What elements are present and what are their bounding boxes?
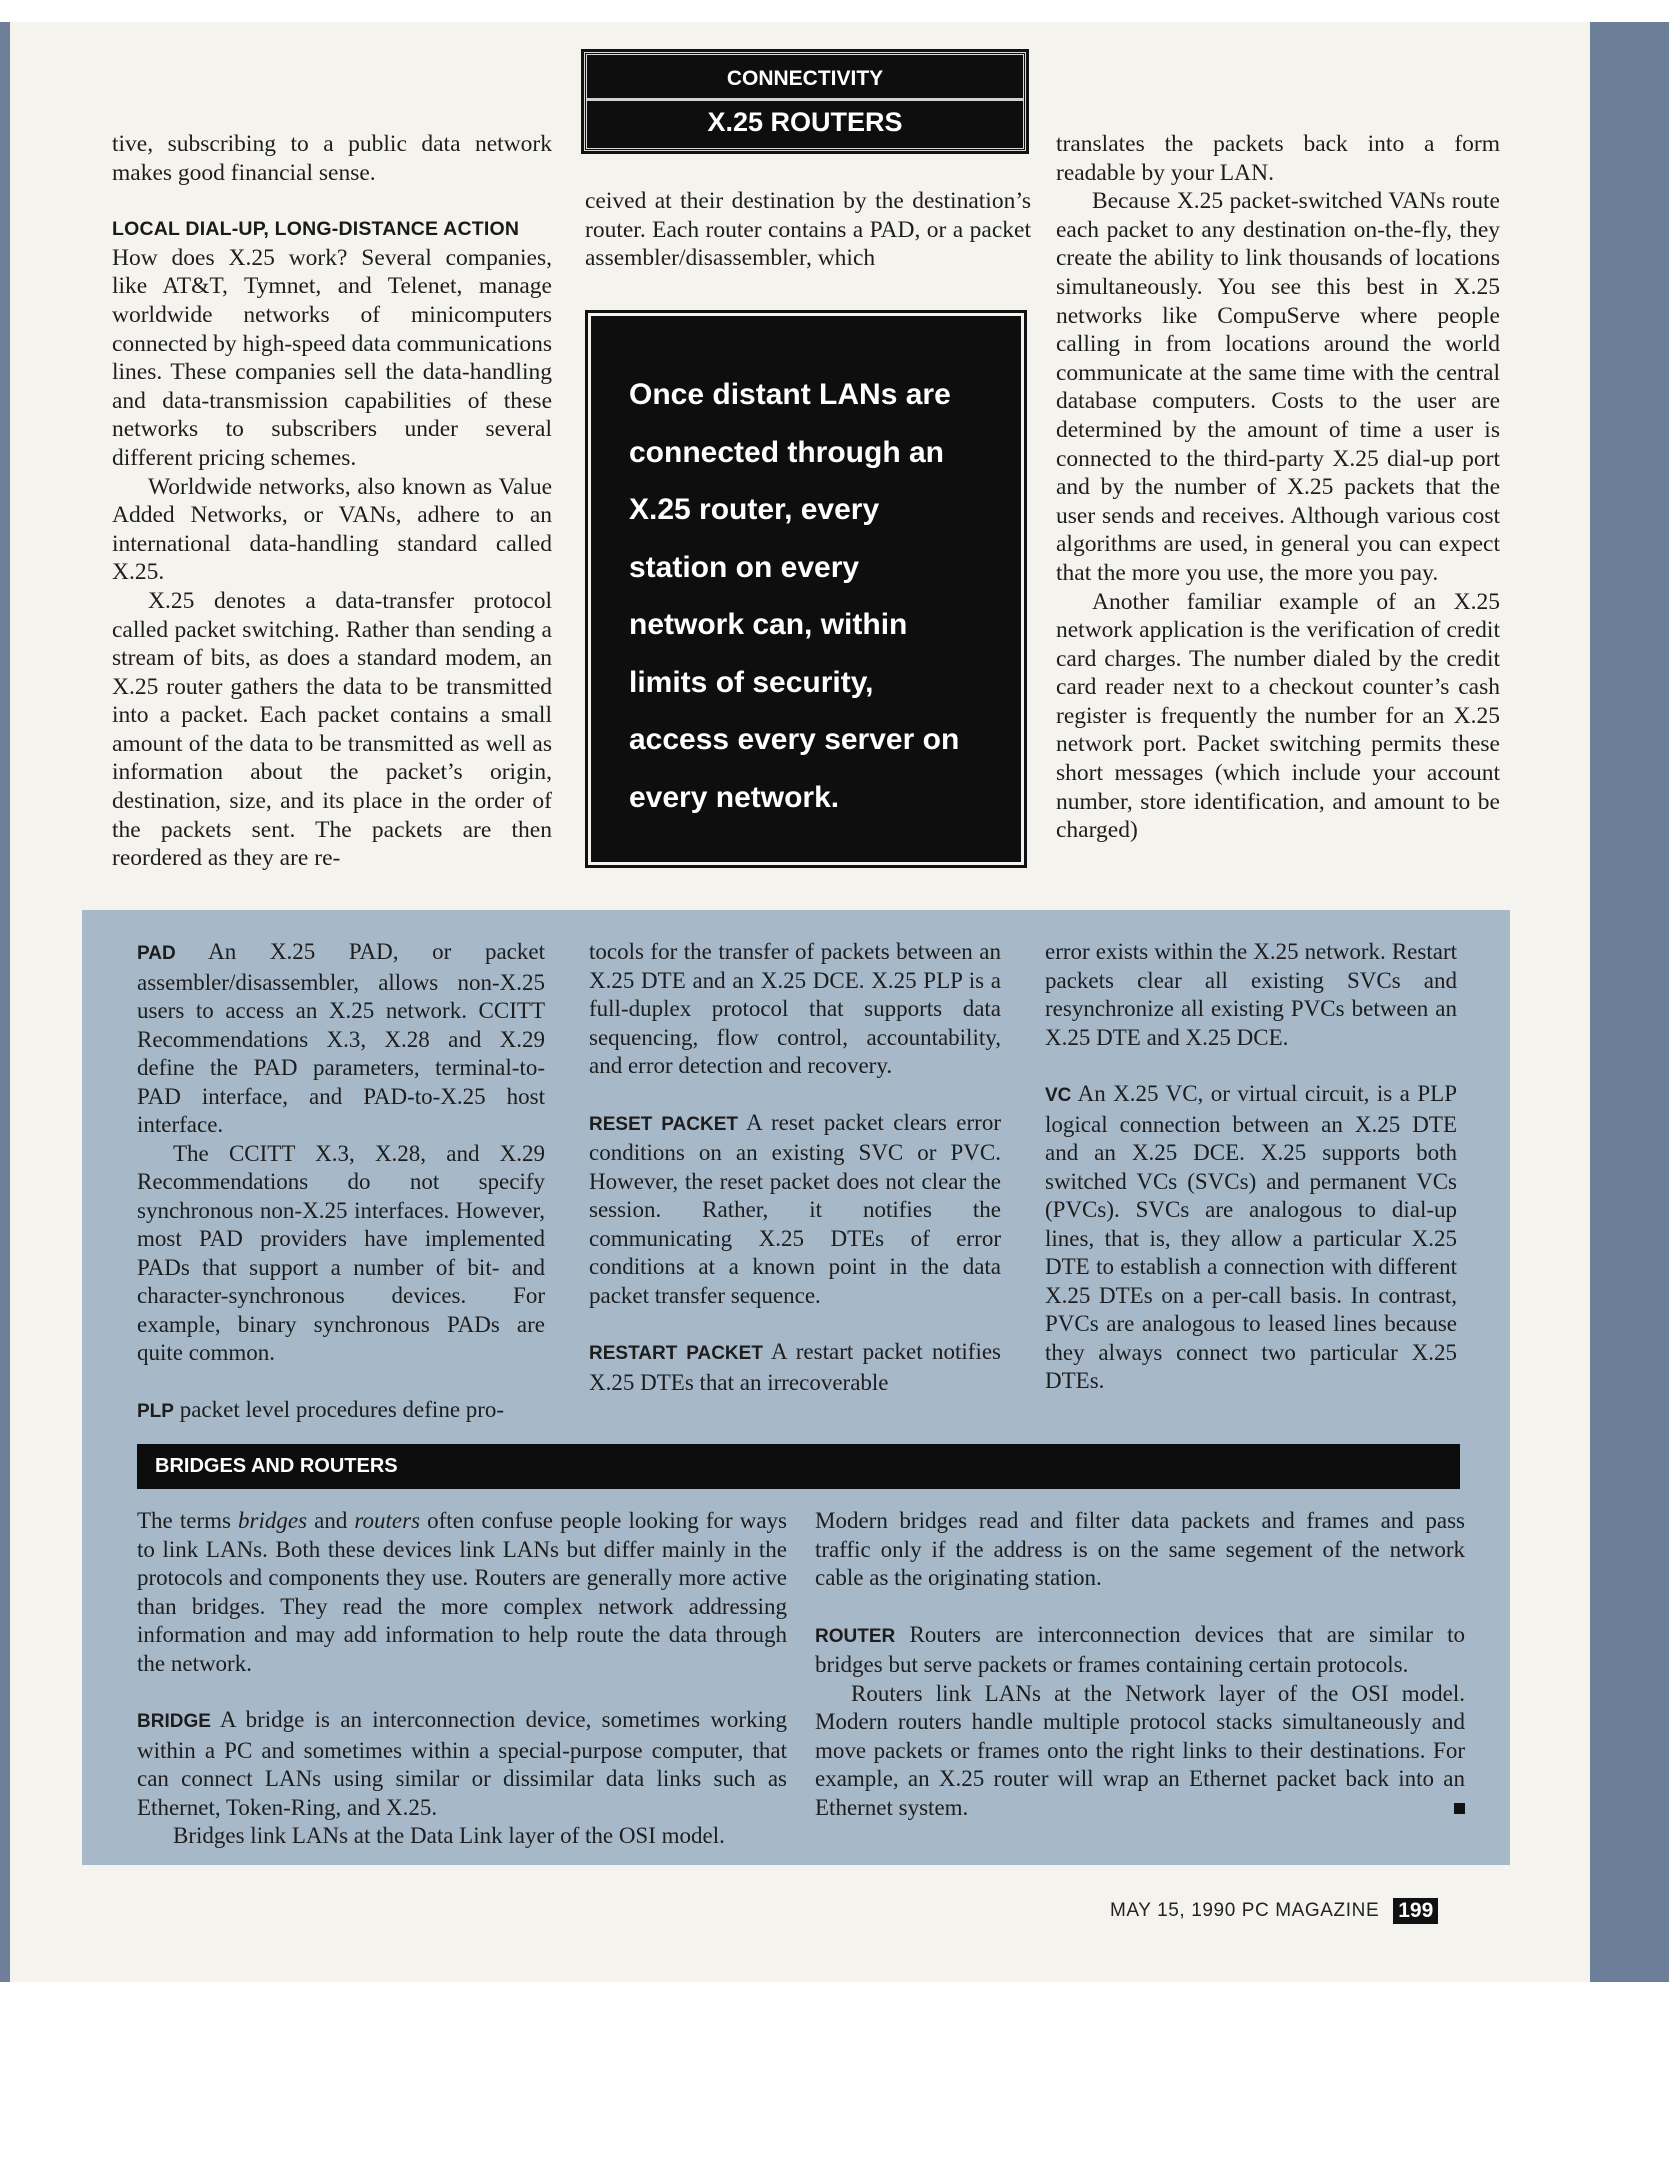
article-column-2: [585, 187, 1031, 273]
glossary-sidebar: [82, 910, 1510, 1865]
glossary-definition: Routers link LANs at the Network layer of the OSI model. Modern routers handle multiple protocol stacks simultaneously and move packets or frames onto the right links to their destinations. For example, an X.25 router will wrap an Ethernet packet back into an Ethernet system.: [815, 1680, 1465, 1820]
glossary-definition: A reset packet clears error conditions on an existing SVC or PVC. However, the reset packet does not clear the session. Rather, it notifies the communicating X.25 DTEs of error conditions at a known point in the data packet transfer sequence.: [589, 1109, 1001, 1308]
issue-date: MAY 15, 1990 PC MAGAZINE: [1110, 1900, 1380, 1921]
article-column-3: [1056, 130, 1500, 845]
glossary-definition: Routers are interconnection devices that are similar to bridges but serve packets or frames containing certain protocols.: [815, 1621, 1465, 1677]
glossary-definition: packet level procedures define pro-: [173, 1396, 505, 1422]
article-paragraph: translates the packets back into a form readable by your LAN.: [1056, 131, 1500, 186]
glossary-column-1: [137, 938, 545, 1426]
glossary-paragraph: Modern bridges read and filter data packets and frames and pass traffic only if the address is on the same segement of the network cable as the originating station.: [815, 1508, 1465, 1590]
page-number: 199: [1393, 1898, 1438, 1924]
text-run: often confuse people looking for ways to link LANs. Both these devices link LANs but differ mainly in the protocols and components they use. Routers are generally more active than bridges. They read the more complex network addressing information and may add information to help route the data through the network.: [137, 1508, 787, 1676]
article-paragraph: Because X.25 packet-switched VANs route each packet to any destination on-the-fly, they create the ability to link thousands of locations simultaneously. You see this best in X.25 networks like CompuServe where people calling in from locations around the world communicate at the same time with the central database computers. Costs to the user are determined by the amount of time a user is connected to the third-party X.25 dial-up port and by the number of X.25 packets that the user sends and receives. Although various cost algorithms are used, in general you can expect that the more you use, the more you pay.: [1056, 188, 1500, 586]
section-title: X.25 ROUTERS: [707, 107, 903, 137]
glossary-paragraph: [815, 1680, 1465, 1823]
pull-quote-text: Once distant LANs are connected through an X.25 router, every station on every network can, within limits of security, access every server on every network.: [629, 378, 960, 814]
glossary-term: BRIDGE: [137, 1711, 211, 1732]
glossary-entry-bridge: [137, 1706, 787, 1822]
scan-edge-left: [0, 22, 10, 1982]
glossary-paragraph: error exists within the X.25 network. Restart packets clear all existing SVCs and resynchronize all existing PVCs between an X.25 DTE and X.25 DCE.: [1045, 939, 1457, 1050]
end-of-article-mark: [1454, 1803, 1465, 1814]
glossary-term: ROUTER: [815, 1625, 896, 1647]
bridges-routers-heading-bar: BRIDGES AND ROUTERS: [137, 1444, 1460, 1489]
article-paragraph: tive, subscribing to a public data network makes good financial sense.: [112, 131, 552, 186]
bridges-column-2: [815, 1507, 1465, 1822]
scan-edge-right: [1590, 22, 1669, 1982]
bridges-intro: [137, 1507, 787, 1678]
article-paragraph: How does X.25 work? Several companies, like AT&T, Tymnet, and Telenet, manage worldwide networks of minicomputers connected by high-speed data communications lines. These companies sell the data-handling and data-transmission capabilities of these networks to subscribers under several different pricing schemes.: [112, 244, 552, 471]
text-run-italic: bridges: [238, 1508, 308, 1533]
article-paragraph: ceived at their destination by the destination’s router. Each router contains a PAD, or a packet assembler/disassembler, which: [585, 188, 1031, 272]
glossary-term: RESET PACKET: [589, 1113, 739, 1135]
glossary-paragraph: tocols for the transfer of packets between an X.25 DTE and an X.25 DCE. X.25 PLP is a full-duplex protocol that supports data sequencing, flow control, accountability, and error detection and recovery.: [589, 939, 1001, 1078]
glossary-entry-plp: [137, 1396, 545, 1427]
text-run: The terms: [137, 1508, 239, 1533]
glossary-definition: An X.25 VC, or virtual circuit, is a PLP logical connection between an X.25 DTE and an X.25 DCE. X.25 supports both switched VCs (SVCs) and permanent VCs (PVCs). SVCs are analogous to dial-up lines, that is, they allow a particular X.25 DTE to establish a connection with different X.25 DTEs on a per-call basis. In contrast, PVCs are analogous to leased lines because they always connect two particular X.25 DTEs.: [1045, 1081, 1457, 1393]
glossary-entry-vc: [1045, 1080, 1457, 1396]
article-paragraph: X.25 denotes a data-transfer protocol called packet switching. Rather than sending a stream of bits, as does a standard modem, an X.25 router gathers the data to be transmitted into a packet. Each packet contains a small amount of the data to be transmitted as well as information about the packet’s origin, destination, size, and its place in the order of the packets sent. The packets are then reordered as they are re-: [112, 587, 552, 872]
article-paragraph: Another familiar example of an X.25 network application is the verification of credit card charges. The number dialed by the credit card reader next to a checkout counter’s cash register is frequently the number for an X.25 network port. Packet switching permits these short messages (which include your account number, store identification, and amount to be charged): [1056, 588, 1500, 844]
glossary-entry-reset-packet: [589, 1109, 1001, 1311]
glossary-term: PAD: [137, 943, 176, 964]
article-paragraph: Worldwide networks, also known as Value Added Networks, or VANs, adhere to an international data-handling standard called X.25.: [112, 473, 552, 586]
glossary-column-3: [1045, 938, 1457, 1396]
page-footer: [1110, 1898, 1438, 1924]
section-header: [584, 52, 1026, 151]
article-column-1: [112, 130, 552, 873]
glossary-column-2: [589, 938, 1001, 1397]
article-subheading: LOCAL DIAL-UP, LONG-DISTANCE ACTION: [112, 218, 520, 241]
glossary-definition: A bridge is an interconnection device, sometimes working within a PC and sometimes within a special-purpose computer, that can connect LANs using similar or dissimilar data links such as Ethernet, Token-Ring, and X.25.: [137, 1707, 787, 1820]
glossary-entry-router: [815, 1621, 1465, 1680]
glossary-paragraph: The CCITT X.3, X.28, and X.29 Recommendations do not specify synchronous non-X.25 interfaces. However, most PAD providers have implemented PADs that support a number of bit- and character-synchronous devices. For example, binary synchronous PADs are quite common.: [137, 1140, 545, 1365]
glossary-definition: An X.25 PAD, or packet assembler/disassembler, allows non-X.25 users to access an X.25 network. CCITT Recommendations X.3, X.28 and X.29 define the PAD parameters, terminal-to-PAD interface, and PAD-to-X.25 host interface.: [137, 939, 545, 1137]
glossary-definition: A restart packet notifies X.25 DTEs that an irrecoverable: [589, 1339, 1002, 1395]
pull-quote: [588, 313, 1024, 865]
bridges-column-1: [137, 1507, 787, 1851]
glossary-term: PLP: [137, 1400, 174, 1422]
glossary-entry-restart-packet: [589, 1338, 1001, 1397]
header-divider: [587, 98, 1023, 101]
glossary-term: RESTART PACKET: [589, 1343, 763, 1364]
section-kicker: CONNECTIVITY: [726, 67, 884, 90]
text-run: and: [307, 1508, 355, 1533]
glossary-entry-pad: [137, 938, 545, 1140]
text-run-italic: routers: [354, 1508, 421, 1533]
glossary-term: VC: [1045, 1085, 1072, 1106]
glossary-paragraph: Bridges link LANs at the Data Link layer of the OSI model.: [173, 1823, 725, 1848]
